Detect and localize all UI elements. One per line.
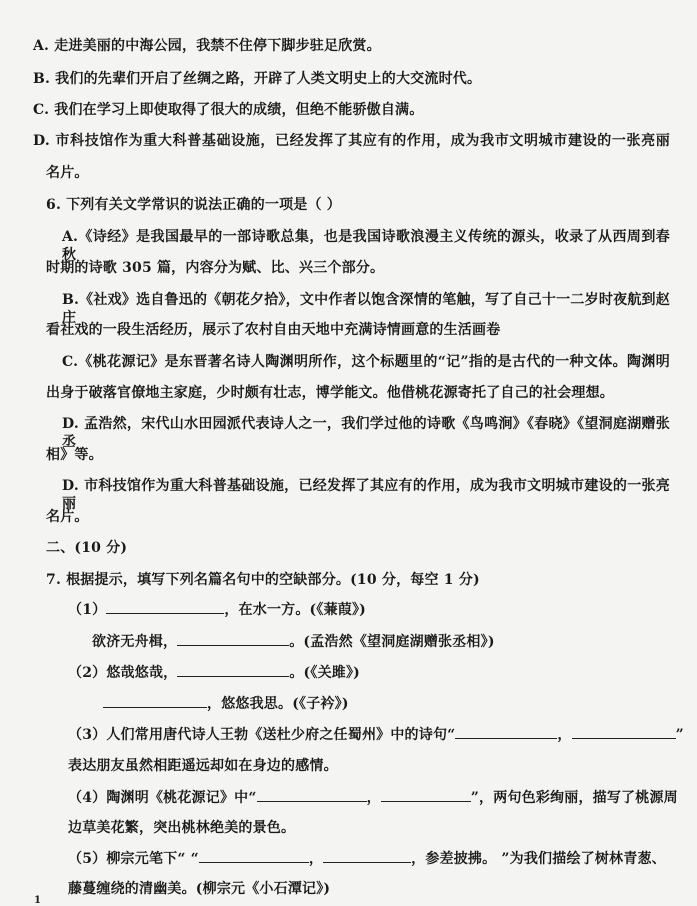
q7-item3-line2: 表达朋友虽然相距遥远却如在身边的感情。: [68, 758, 338, 774]
q6-option-c-line1: C.《桃花源记》是东晋著名诗人陶渊明所作，这个标题里的“记”指的是古代的一种文体。陶渊明: [62, 354, 670, 370]
answer-blank[interactable]: [381, 788, 471, 802]
q6-stem: 6. 下列有关文学常识的说法正确的一项是（ ）: [46, 197, 341, 213]
q7-item2a-prefix: （2）悠哉悠哉，: [68, 665, 178, 681]
q7-item3-line1: [68, 725, 684, 744]
q5-option-d-line2: 名片。: [46, 165, 89, 181]
q7-item4-prefix: （4）陶渊明《桃花源记》中“: [68, 790, 257, 806]
q7-item2-line2: [103, 694, 349, 713]
q7-item1-line1: [68, 600, 366, 619]
q7-item2b-suffix: ，悠悠我思。(《子衿》): [207, 696, 349, 712]
page-number: 1: [34, 895, 41, 906]
q5-option-c: C. 我们在学习上即使取得了很大的成绩，但绝不能骄傲自满。: [33, 102, 424, 118]
q7-item2a-suffix: 。(《关雎》): [289, 665, 360, 681]
q6-option-b-line1: B.《社戏》选自鲁迅的《朝花夕拾》，文中作者以饱含深情的笔触，写了自己十一二岁时夜航到赵庄: [62, 292, 670, 326]
q7-item3-prefix: （3）人们常用唐代诗人王勃《送杜少府之任蜀州》中的诗句“: [68, 727, 456, 743]
q6-option-b-line2: 看社戏的一段生活经历，展示了农村自由天地中充满诗情画意的生活画卷: [46, 322, 501, 338]
answer-blank[interactable]: [199, 849, 309, 863]
q7-item5-line1: [68, 849, 666, 868]
q7-item4-comma: ，: [366, 790, 381, 806]
answer-blank[interactable]: [177, 632, 289, 646]
q7-item5-suffix: ，参差披拂。 ”为我们描绘了树林青葱、: [411, 851, 666, 867]
q7-item4-line1: [68, 788, 678, 807]
answer-blank[interactable]: [323, 849, 411, 863]
q7-item5-prefix: （5）柳宗元笔下“ “: [68, 851, 199, 867]
section-2-heading: 二、(10 分): [46, 540, 128, 556]
q7-item4-suffix: ”，两句色彩绚丽，描写了桃源周: [470, 790, 678, 806]
q7-stem: 7. 根据提示，填写下列名篇名句中的空缺部分。(10 分，每空 1 分): [46, 572, 480, 588]
answer-blank[interactable]: [455, 725, 557, 739]
q7-item1-line2: [92, 632, 495, 651]
q6-option-e-line1: D. 市科技馆作为重大科普基础设施，已经发挥了其应有的作用，成为我市文明城市建设的一张亮丽: [62, 478, 670, 512]
q7-item1a-prefix: （1）: [68, 602, 107, 618]
q5-option-a: A. 走进美丽的中海公园，我禁不住停下脚步驻足欣赏。: [33, 38, 381, 54]
q5-option-d-line1: D. 市科技馆作为重大科普基础设施，已经发挥了其应有的作用，成为我市文明城市建设的一张亮丽: [33, 133, 670, 149]
q7-item3-comma: ，: [557, 727, 572, 743]
q6-option-c-line2: 出身于破落官僚地主家庭，少时颇有壮志，博学能文。他借桃花源寄托了自己的社会理想。: [46, 385, 614, 401]
answer-blank[interactable]: [106, 600, 224, 614]
q7-item3-suffix: ”: [675, 727, 684, 743]
q7-item5-line2: 藤蔓缠绕的清幽美。(柳宗元《小石潭记》): [68, 881, 331, 897]
q6-option-a-line2: 时期的诗歌 305 篇，内容分为赋、比、兴三个部分。: [46, 260, 385, 276]
q7-item1a-suffix: ，在水一方。(《蒹葭》): [224, 602, 366, 618]
q7-item2-line1: [68, 663, 360, 682]
q7-item4-line2: 边草美花繁，突出桃林绝美的景色。: [68, 820, 296, 836]
answer-blank[interactable]: [572, 725, 676, 739]
answer-blank[interactable]: [103, 694, 207, 708]
q7-item5-comma: ，: [308, 851, 324, 867]
q6-option-a-line1: A.《诗经》是我国最早的一部诗歌总集，也是我国诗歌浪漫主义传统的源头，收录了从西周到春秋: [62, 229, 670, 263]
q6-option-d-line1: D. 孟浩然，宋代山水田园派代表诗人之一，我们学过他的诗歌《鸟鸣涧》《春晓》《望洞庭湖赠张丞: [62, 416, 670, 450]
q7-item1b-suffix: 。(孟浩然《望洞庭湖赠张丞相》): [289, 634, 495, 650]
answer-blank[interactable]: [177, 663, 289, 677]
q6-option-d-line2: 相》等。: [46, 447, 103, 463]
answer-blank[interactable]: [257, 788, 367, 802]
q7-item1b-prefix: 欲济无舟楫，: [92, 634, 178, 650]
q6-option-e-line2: 名片。: [46, 509, 89, 525]
q5-option-b: B. 我们的先辈们开启了丝绸之路，开辟了人类文明史上的大交流时代。: [33, 71, 482, 87]
